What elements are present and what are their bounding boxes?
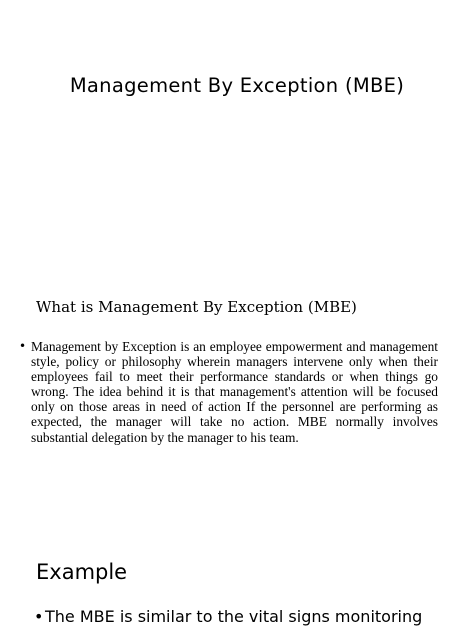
bullet-dot: • [19, 339, 27, 353]
bullet-dot: • [34, 607, 44, 626]
example-bullet [34, 606, 474, 628]
definition-bullet [19, 339, 438, 445]
definition-text: Management by Exception is an employee empowerment and management style, policy or philosophy wherein managers intervene only when their employees fail to meet their performance standards or when things go wrong. The idea behind it is that management's attention will be focused only on those areas in need of action If the personnel are performing as expected, the manager will take no action. MBE normally involves substantial delegation by the manager to his team. [31, 339, 438, 445]
section-heading: What is Management By Exception (MBE) [36, 298, 357, 316]
example-heading: Example [36, 560, 128, 584]
slide-title: Management By Exception (MBE) [69, 74, 405, 97]
example-text: The MBE is similar to the vital signs monitoring [45, 607, 423, 626]
